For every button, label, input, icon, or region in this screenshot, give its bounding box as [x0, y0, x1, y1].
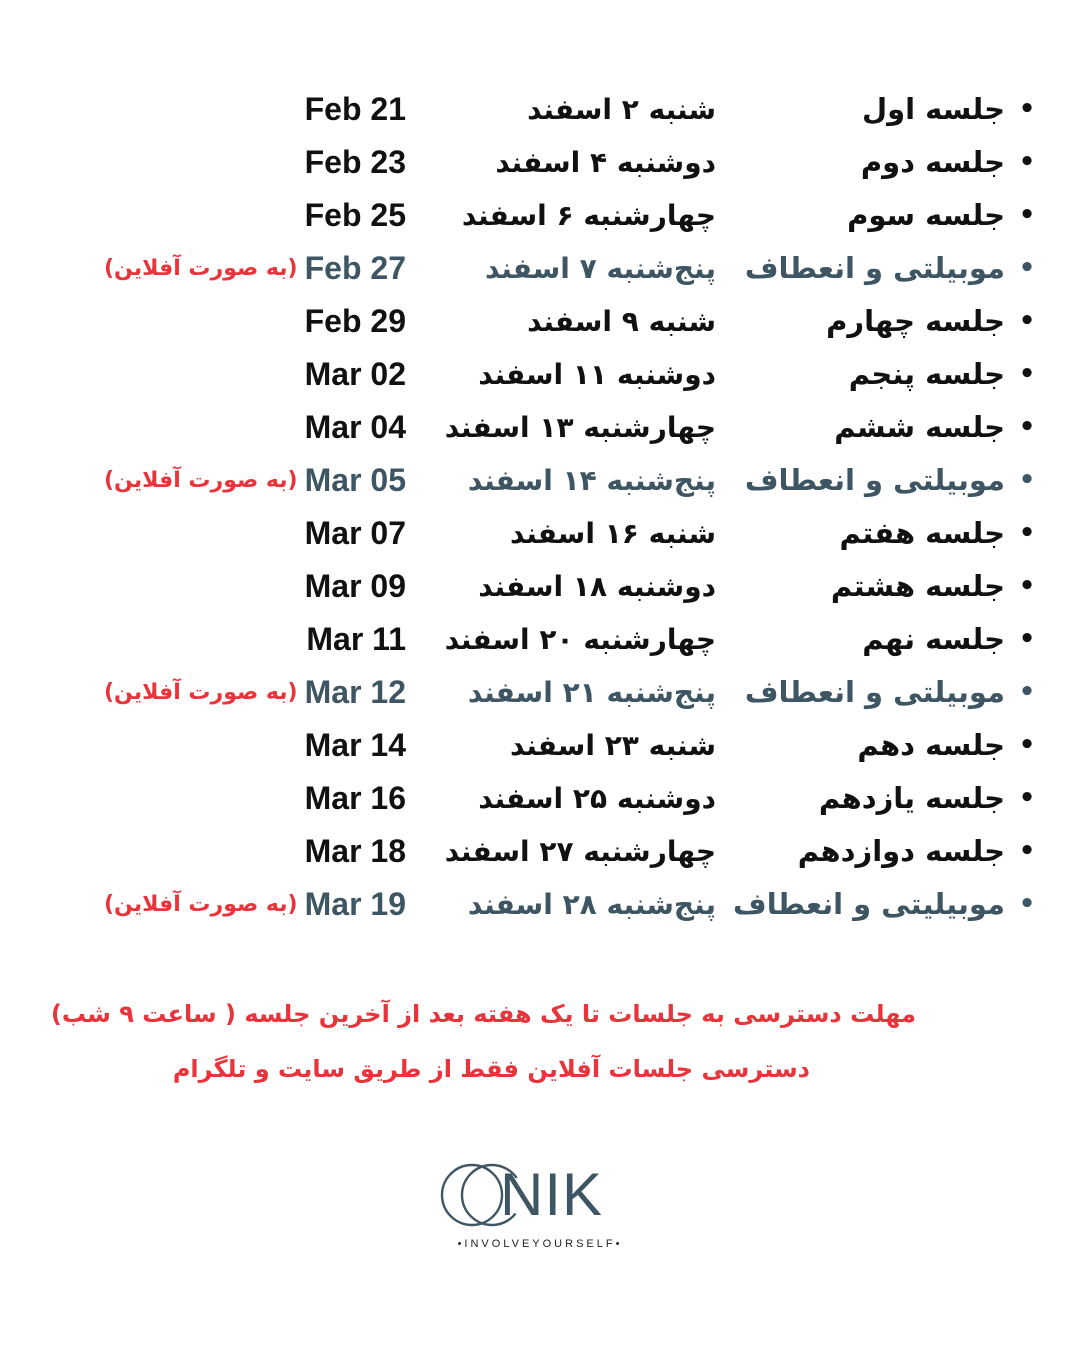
- persian-date: پنج‌شنبه ۲۱ اسفند: [467, 676, 716, 709]
- persian-date: پنج‌شنبه ۱۴ اسفند: [467, 464, 716, 497]
- session-name: جلسه دوازدهم: [797, 834, 1005, 868]
- persian-date: شنبه ۱۶ اسفند: [510, 517, 716, 550]
- schedule-row: [0, 295, 1080, 348]
- gregorian-date: Feb 29: [304, 303, 406, 339]
- schedule-row: [0, 825, 1080, 878]
- gregorian-date: Mar 09: [304, 568, 406, 604]
- offline-tag: (به صورت آفلاین): [104, 256, 298, 281]
- bullet: •: [1018, 253, 1036, 283]
- schedule-row: [0, 560, 1080, 613]
- gregorian-date: Feb 25: [304, 197, 406, 233]
- bullet: •: [1018, 412, 1036, 442]
- gregorian-date: Mar 19: [304, 886, 406, 922]
- session-name: جلسه چهارم: [826, 304, 1005, 338]
- bullet: •: [1018, 94, 1036, 124]
- access-deadline-note: مهلت دسترسی به جلسات تا یک هفته بعد از آخرین جلسه ( ساعت ۹ شب): [50, 1000, 916, 1028]
- schedule-row: [0, 401, 1080, 454]
- schedule-row: [0, 878, 1080, 931]
- gregorian-date: Mar 18: [304, 833, 406, 869]
- offline-tag: (به صورت آفلاین): [104, 468, 298, 493]
- persian-date: شنبه ۲ اسفند: [527, 93, 716, 126]
- session-name: جلسه دهم: [857, 728, 1005, 762]
- bullet: •: [1018, 889, 1036, 919]
- session-name: جلسه پنجم: [848, 357, 1005, 391]
- gregorian-date: Mar 14: [304, 727, 406, 763]
- gregorian-date: Feb 23: [304, 144, 406, 180]
- logo-wordmark: NIK: [500, 1161, 604, 1228]
- gregorian-date: Feb 21: [304, 91, 406, 127]
- gregorian-date: Mar 04: [304, 409, 406, 445]
- bullet: •: [1018, 518, 1036, 548]
- schedule-row: [0, 454, 1080, 507]
- bullet: •: [1018, 571, 1036, 601]
- schedule-row: [0, 772, 1080, 825]
- persian-date: شنبه ۹ اسفند: [527, 305, 716, 338]
- gregorian-date: Feb 27: [304, 250, 406, 286]
- schedule-row: [0, 189, 1080, 242]
- session-name: جلسه اول: [861, 92, 1005, 126]
- session-name: جلسه ششم: [834, 410, 1005, 444]
- session-name: موبیلیتی و انعطاف: [733, 887, 1005, 921]
- schedule-row: [0, 666, 1080, 719]
- persian-date: شنبه ۲۳ اسفند: [510, 729, 716, 762]
- persian-date: چهارشنبه ۱۳ اسفند: [444, 411, 716, 444]
- session-name: موبیلتی و انعطاف: [744, 675, 1005, 709]
- persian-date: چهارشنبه ۲۷ اسفند: [444, 835, 716, 868]
- persian-date: دوشنبه ۱۸ اسفند: [478, 570, 716, 603]
- schedule-row: [0, 136, 1080, 189]
- bullet: •: [1018, 465, 1036, 495]
- persian-date: چهارشنبه ۲۰ اسفند: [444, 623, 716, 656]
- persian-date: دوشنبه ۲۵ اسفند: [478, 782, 716, 815]
- offline-tag: (به صورت آفلاین): [104, 680, 298, 705]
- schedule-row: [0, 348, 1080, 401]
- schedule-row: [0, 507, 1080, 560]
- gregorian-date: Mar 02: [304, 356, 406, 392]
- session-name: موبیلتی و انعطاف: [744, 463, 1005, 497]
- brand-logo: [440, 1160, 640, 1260]
- session-name: جلسه نهم: [862, 622, 1005, 656]
- bullet: •: [1018, 200, 1036, 230]
- persian-date: دوشنبه ۱۱ اسفند: [478, 358, 716, 391]
- schedule-row: [0, 242, 1080, 295]
- bullet: •: [1018, 624, 1036, 654]
- session-name: جلسه هفتم: [839, 516, 1005, 550]
- persian-date: چهارشنبه ۶ اسفند: [461, 199, 716, 232]
- persian-date: دوشنبه ۴ اسفند: [495, 146, 716, 179]
- session-name: جلسه هشتم: [830, 569, 1005, 603]
- schedule-row: [0, 613, 1080, 666]
- bullet: •: [1018, 306, 1036, 336]
- bullet: •: [1018, 836, 1036, 866]
- schedule-row: [0, 719, 1080, 772]
- session-schedule: [0, 83, 1080, 931]
- persian-date: پنج‌شنبه ۷ اسفند: [485, 252, 716, 285]
- gregorian-date: Mar 05: [304, 462, 406, 498]
- offline-tag: (به صورت آفلاین): [104, 892, 298, 917]
- schedule-row: [0, 83, 1080, 136]
- session-name: جلسه دوم: [860, 145, 1005, 179]
- session-name: جلسه یازدهم: [818, 781, 1005, 815]
- session-name: موبیلتی و انعطاف: [744, 251, 1005, 285]
- offline-access-note: دسترسی جلسات آفلاین فقط از طریق سایت و تلگرام: [172, 1055, 810, 1083]
- persian-date: پنج‌شنبه ۲۸ اسفند: [467, 888, 716, 921]
- gregorian-date: Mar 16: [304, 780, 406, 816]
- bullet: •: [1018, 677, 1036, 707]
- logo-tagline: •INVOLVEYOURSELF•: [457, 1238, 623, 1250]
- session-name: جلسه سوم: [847, 198, 1005, 232]
- gregorian-date: Mar 07: [304, 515, 406, 551]
- bullet: •: [1018, 147, 1036, 177]
- bullet: •: [1018, 730, 1036, 760]
- bullet: •: [1018, 783, 1036, 813]
- bullet: •: [1018, 359, 1036, 389]
- gregorian-date: Mar 12: [304, 674, 406, 710]
- gregorian-date: Mar 11: [306, 621, 406, 657]
